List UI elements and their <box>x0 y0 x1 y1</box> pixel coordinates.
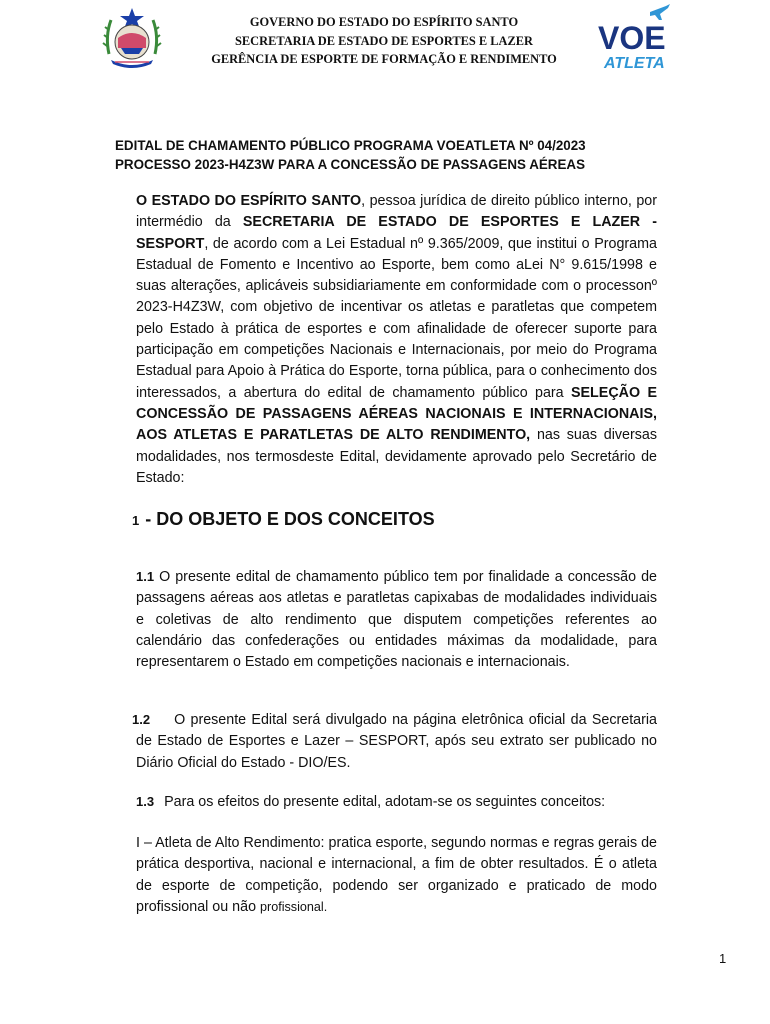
item-1-2-number: 1.2 <box>132 712 151 727</box>
header-line-3: GERÊNCIA DE ESPORTE DE FORMAÇÃO E RENDIMENTO <box>211 52 557 67</box>
edital-title <box>115 137 675 174</box>
state-coat-of-arms <box>101 6 163 72</box>
intro-selection-subject: SELEÇÃO E CONCESSÃO DE PASSAGENS AÉREAS NACIONAIS E INTERNACIONAIS, AOS ATLETAS E PARATLETAS DE ALTO RENDIMENTO, <box>136 384 657 444</box>
voe-atleta-logo <box>594 2 676 72</box>
government-header <box>180 13 588 69</box>
title-line-1: EDITAL DE CHAMAMENTO PÚBLICO PROGRAMA VOEATLETA Nº 04/2023 <box>115 138 586 153</box>
intro-secretariat-name: SECRETARIA DE ESTADO DE ESPORTES E LAZER - SESPORT <box>136 214 657 252</box>
page-number: 1 <box>719 951 727 966</box>
item-I-definition <box>136 833 657 918</box>
intro-text-3: nas suas diversas modalidades, nos termosdeste Edital, devidamente aprovado pelo Secretário de Estado: <box>136 427 657 486</box>
title-line-2: PROCESSO 2023-H4Z3W PARA A CONCESSÃO DE PASSAGENS AÉREAS <box>115 156 586 172</box>
item-1-3-text: Para os efeitos do presente edital, adotam-se os seguintes conceitos: <box>164 794 606 810</box>
logo-atleta-text: ATLETA <box>604 55 665 72</box>
header-line-1: GOVERNO DO ESTADO DO ESPÍRITO SANTO <box>249 15 519 29</box>
item-I-text: I – Atleta de Alto Rendimento: pratica esporte, segundo normas e regras gerais de prática desportiva, nacional e internacional, a fim de obter resultados. É o atleta de esporte de competição, podendo ser organizado e praticado de modo profissional ou não <box>136 835 657 915</box>
item-1-3 <box>136 791 657 813</box>
section-1-title: - DO OBJETO E DOS CONCEITOS <box>145 509 435 529</box>
intro-state-name: O ESTADO DO ESPÍRITO SANTO <box>136 193 362 209</box>
item-1-1-text: O presente edital de chamamento público tem por finalidade a concessão de passagens aéreas aos atletas e paratletas capixabas de modalidades individuais e coletivas de alto rendimento que disputem competições referentes ao calendário das confederações ou entidades máximas da modalidade, para representarem o Estado em competições nacionais e internacionais. <box>136 569 657 671</box>
section-1-number: 1 <box>132 513 140 528</box>
header-line-2: SECRETARIA DE ESTADO DE ESPORTES E LAZER <box>235 33 533 48</box>
item-I-tail: profissional. <box>260 899 328 914</box>
logo-voe-text: VOE <box>598 20 666 56</box>
item-1-1-number: 1.1 <box>136 569 155 584</box>
item-1-2 <box>132 709 657 774</box>
item-1-2-text: O presente Edital será divulgado na página eletrônica oficial da Secretaria de Estado de Esportes e Lazer – SESPORT, após seu extrato ser publicado no Diário Oficial do Estado - DIO/ES. <box>136 712 657 771</box>
intro-paragraph <box>136 191 657 489</box>
section-1-heading <box>132 509 435 530</box>
intro-text-2: , de acordo com a Lei Estadual nº 9.365/2009, que institui o Programa Estadual de Fomento e Incentivo ao Esporte, bem como aLei N° 9.615/1998 e suas alterações, aplicáveis subsidiariamente em conformidade com o processonº 2023-H4Z3W, com objetivo de incentivar os atletas e paratletas que competem pelo Estado à prática de esportes e com afinalidade de oferecer suporte para participação em competições Nacionais e Internacionais, por meio do Programa Estadual para Apoio à Prática do Esporte, torna pública, para o conhecimento dos interessados, a abertura do edital de chamamento público para <box>136 235 657 401</box>
item-1-1 <box>136 566 657 673</box>
intro-text-1: , pessoa jurídica de direito público interno, por intermédio da <box>136 193 657 231</box>
item-1-3-number: 1.3 <box>136 794 155 809</box>
